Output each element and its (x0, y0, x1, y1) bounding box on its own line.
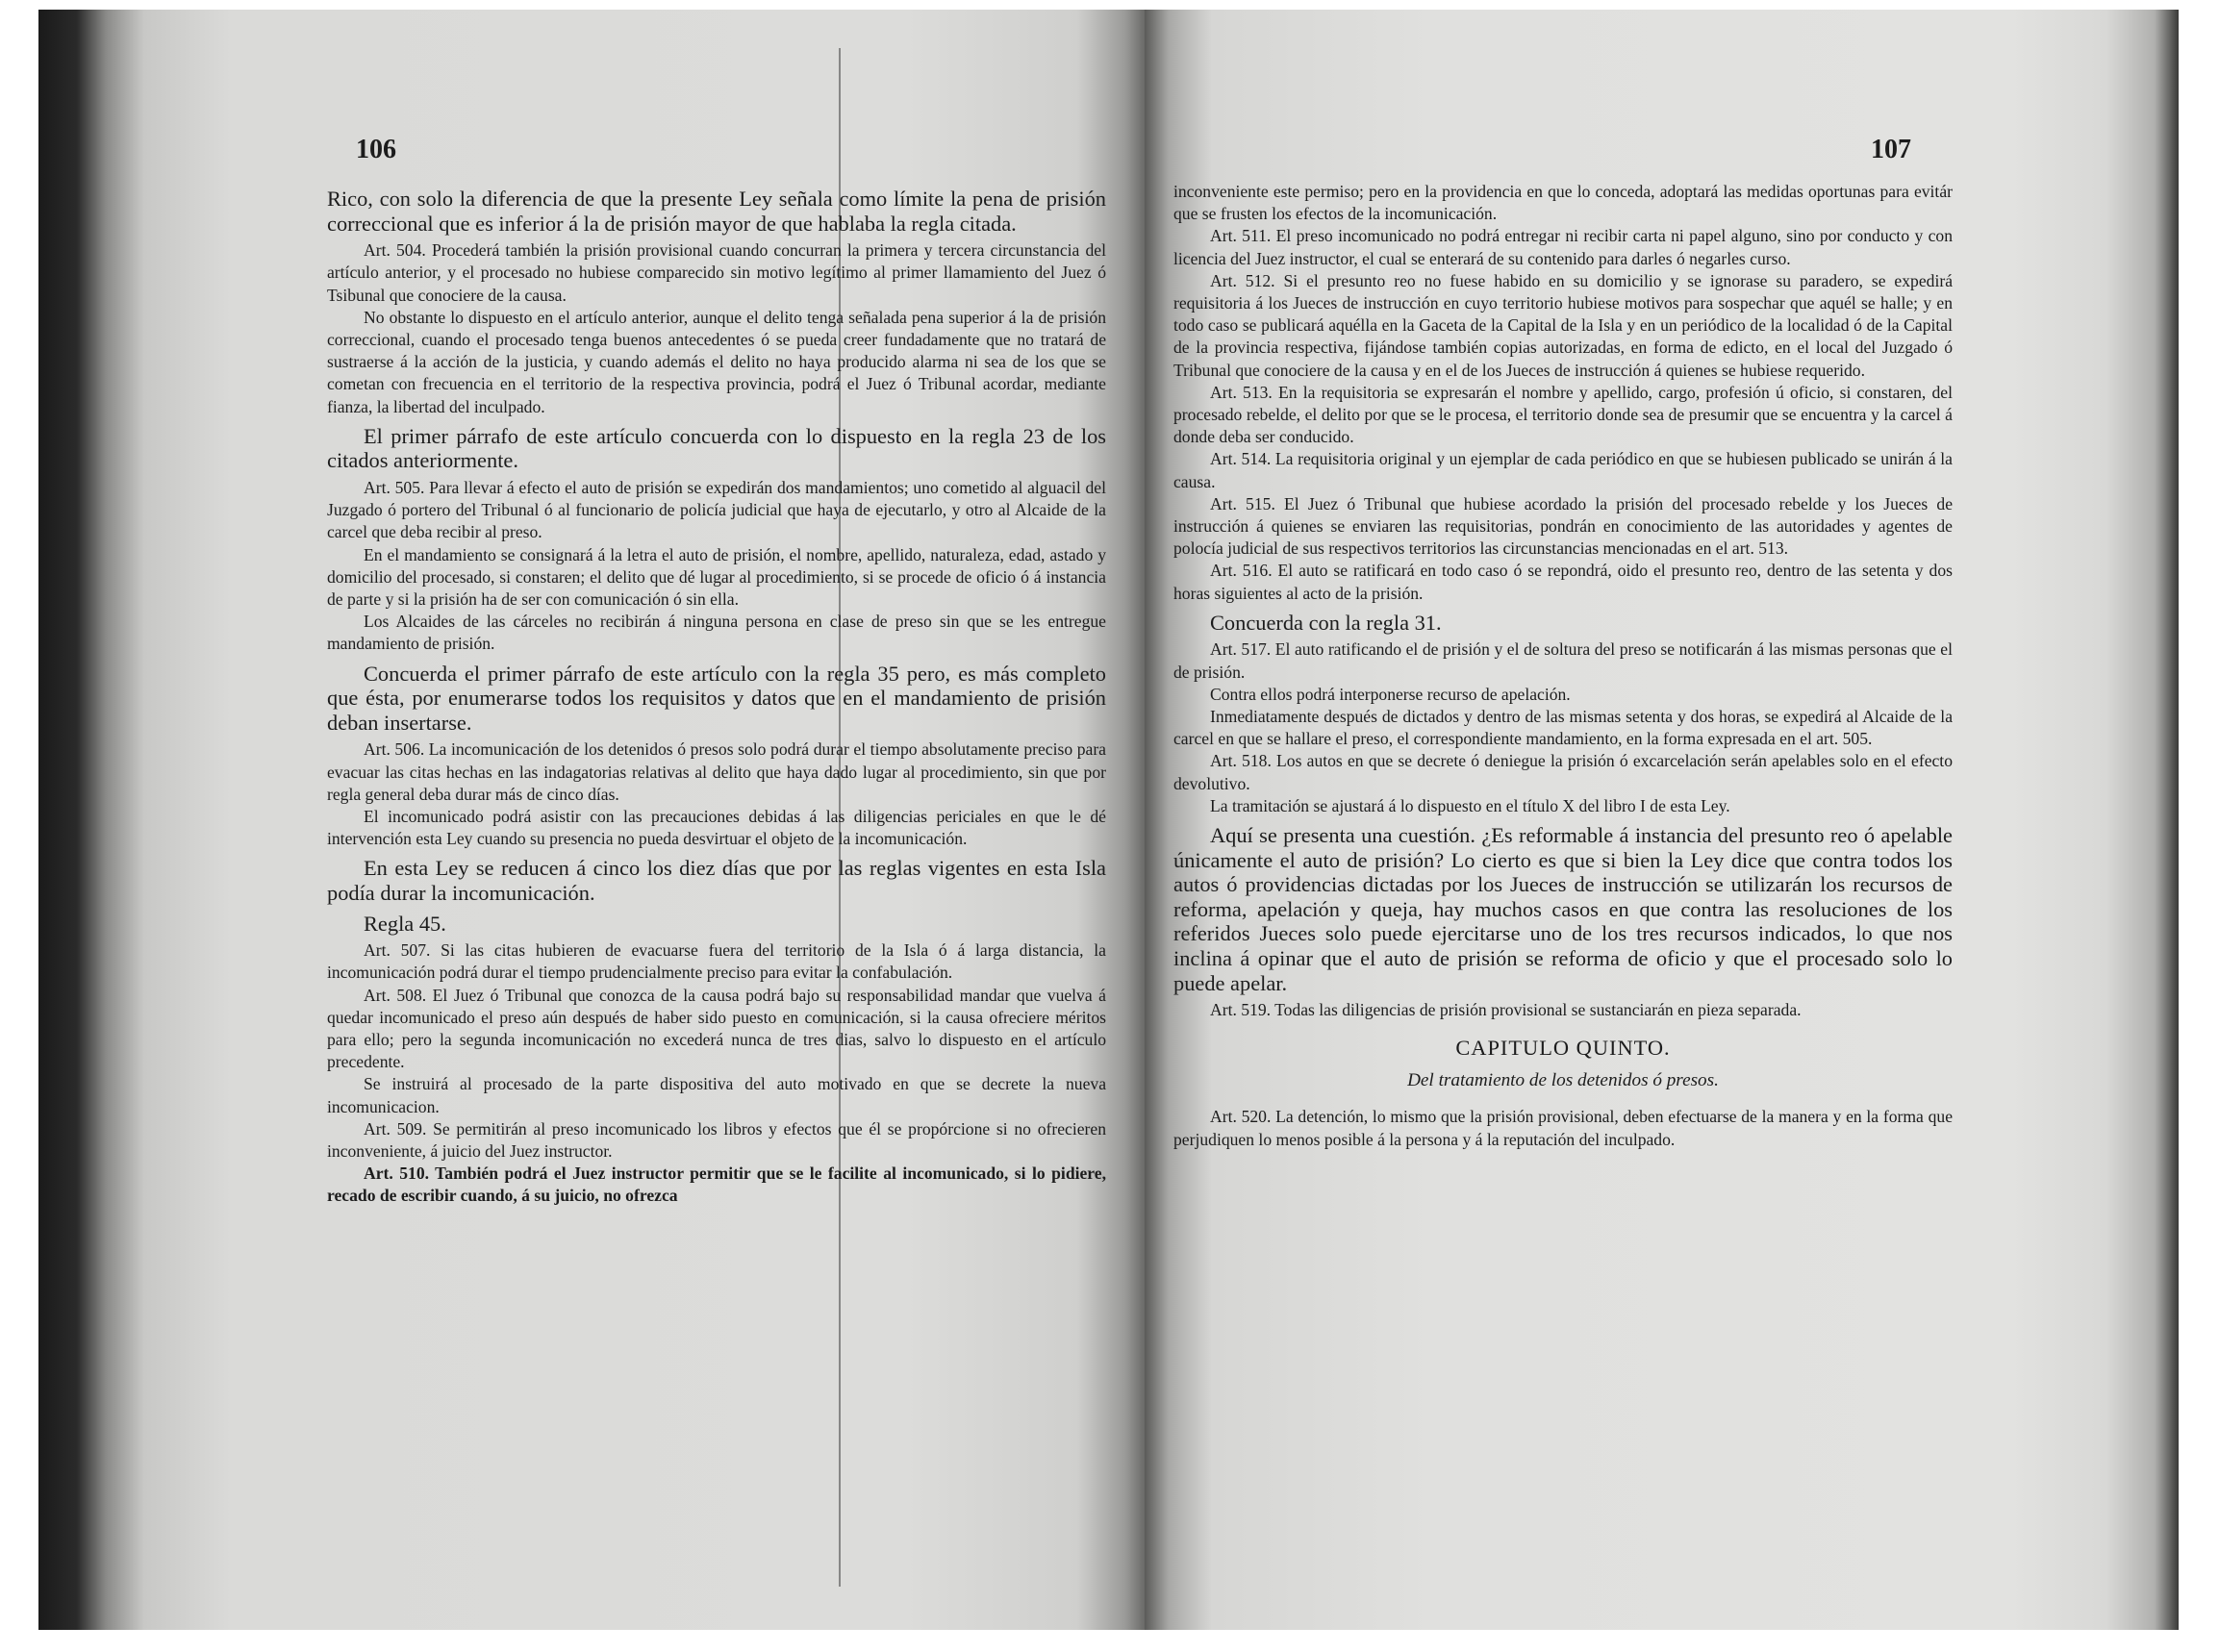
article-paragraph: Art. 513. En la requisitoria se expresarán el nombre y apellido, cargo, profesión ú oficio, si constaren, del procesado rebelde, el delito por que se le procesa, el territorio donde sea de presumir que se encuentra y la carcel á donde deba ser conducido. (1173, 382, 1953, 447)
article-paragraph: Inmediatamente después de dictados y dentro de las mismas setenta y dos horas, se expedirá al Alcaide de la carcel en que se hallare el preso, el correspondiente mandamiento, en la forma expresada en el art. 505. (1173, 707, 1953, 749)
chapter-heading: CAPITULO QUINTO. (1455, 1036, 1671, 1061)
article-paragraph: Art. 509. Se permitirán al preso incomunicado los libros y efectos que él se propórcione si no ofrecieren inconveniente, á juicio del Juez instructor. (327, 1118, 1106, 1162)
chapter-subtitle: Del tratamiento de los detenidos ó presos. (1407, 1070, 1719, 1091)
right-page-text (1173, 181, 1953, 1151)
article-paragraph: Art. 516. El auto se ratificará en todo caso ó se repondrá, oido el presunto reo, dentro de las setenta y dos horas siguientes al acto de la prisión. (1173, 561, 1953, 603)
article-paragraph: En el mandamiento se consignará á la letra el auto de prisión, el nombre, apellido, naturaleza, edad, astado y domicilio del procesado, si constaren; el delito que dé lugar al procedimiento, si se procede de oficio ó á instancia de parte y si la prisión ha de ser con comunicación ó sin ella. (327, 544, 1106, 610)
article-paragraph: Art. 508. El Juez ó Tribunal que conozca de la causa podrá bajo su responsabilidad mandar que vuelva á quedar incomunicado el preso aún después de haber sido puesto en comunicación, si la causa ofreciere méritos para ello; pero la segunda incomunicación no excederá nunca de tres dias, salvo lo dispuesto en el artículo precedente. (327, 985, 1106, 1072)
commentary-paragraph: Regla 45. (364, 911, 446, 936)
article-paragraph: La tramitación se ajustará á lo dispuesto en el título X del libro I de esta Ley. (1210, 795, 1730, 815)
article-paragraph: Art. 515. El Juez ó Tribunal que hubiese acordado la prisión del procesado rebelde y los Jueces de instrucción á quienes se enviaren las requisitorias, pondrán en conocimiento de las autoridades y agentes de polocía judicial de sus respectivos territorios las circunstancias mencionadas en el art. 513. (1173, 493, 1953, 559)
article-paragraph: Art. 507. Si las citas hubieren de evacuarse fuera del territorio de la Isla ó á larga distancia, la incomunicación podrá durar el tiempo prudencialmente preciso para evitar la confabulación. (327, 940, 1106, 983)
article-paragraph: Art. 517. El auto ratificando el de prisión y el de soltura del preso se notificarán á las mismas personas que el de prisión. (1173, 639, 1953, 682)
article-paragraph: Art. 504. Procederá también la prisión provisional cuando concurran la primera y tercera circunstancia del artículo anterior, y el procesado no hubiese comparecido sin motivo legítimo al primer llamamiento del Juez ó Tsibunal que conociere de la causa. (327, 240, 1106, 305)
commentary-paragraph: En esta Ley se reducen á cinco los diez días que por las reglas vigentes en esta Isla podía durar la incomunicación. (327, 856, 1106, 906)
article-paragraph: Art. 511. El preso incomunicado no podrá entregar ni recibir carta ni papel alguno, sino por conducto y con licencia del Juez instructor, el cual se enterará de su contenido para darles ó negarles curso. (1173, 226, 1953, 268)
commentary-paragraph: El primer párrafo de este artículo concuerda con lo dispuesto en la regla 23 de los citados anteriormente. (327, 423, 1106, 473)
article-paragraph: Art. 510. También podrá el Juez instructor permitir que se le facilite al incomunicado, si lo pidiere, recado de escribir cuando, á su juicio, no ofrezca (327, 1164, 1106, 1206)
article-paragraph: Se instruirá al procesado de la parte dispositiva del auto motivado en que se decrete la nueva incomunicacion. (327, 1074, 1106, 1116)
article-paragraph: Art. 519. Todas las diligencias de prisión provisional se sustanciarán en pieza separada. (1210, 1000, 1802, 1020)
article-paragraph: Art. 512. Si el presunto reo no fuese habido en su domicilio y se ignorase su paradero, se expedirá requisitoria á los Jueces de instrucción en cuyo territorio hubiese motivos para sospechar que aquél se halle; y en todo caso se publicará aquélla en la Gaceta de la Capital de la Isla y en un periódico de la localidad ó de la Capital de la provincia respectiva, fijándose también copias autorizadas, en forma de edicto, en el local del Juzgado ó Tribunal que conociere de la causa y en el de los Jueces de instrucción á quienes se hubiese requerido. (1173, 270, 1953, 380)
article-paragraph: No obstante lo dispuesto en el artículo anterior, aunque el delito tenga señalada pena superior á la de prisión correccional, cuando el procesado tenga buenos antecedentes ó se pueda creer fundadamente que no tratará de sustraerse á la acción de la justicia, y cuando además el delito no haya producido alarma ni sea de los que se cometan con frecuencia en el territorio de la respectiva provincia, podrá el Juez ó Tribunal acordar, mediante fianza, la libertad del inculpado. (327, 307, 1106, 416)
article-paragraph: El incomunicado podrá asistir con las precauciones debidas á las diligencias periciales en que le dé intervención esta Ley cuando su presencia no pueda desvirtuar el objeto de la incomunicación. (327, 807, 1106, 849)
article-paragraph: Art. 514. La requisitoria original y un ejemplar de cada periódico en que se hubiesen publicado se unirán á la causa. (1173, 449, 1953, 491)
article-paragraph: Art. 518. Los autos en que se decrete ó deniegue la prisión ó excarcelación serán apelables solo en el efecto devolutivo. (1173, 751, 1953, 793)
left-page-number: 106 (356, 135, 396, 164)
commentary-paragraph: Concuerda el primer párrafo de este artículo con la regla 35 pero, es más completo que ésta, por enumerarse todos los requisitos y datos que en el mandamiento de prisión deban insertarse. (327, 661, 1106, 735)
article-paragraph: Contra ellos podrá interponerse recurso de apelación. (1210, 684, 1571, 704)
article-paragraph: Los Alcaides de las cárceles no recibirán á ninguna persona en clase de preso sin que se les entregue mandamiento de prisión. (327, 612, 1106, 654)
commentary-paragraph: Concuerda con la regla 31. (1210, 610, 1442, 635)
article-paragraph: inconveniente este permiso; pero en la providencia en que lo conceda, adoptará las medidas oportunas para evitár que se frusten los efectos de la incomunicación. (1173, 182, 1953, 224)
right-page-number: 107 (1871, 135, 1911, 164)
article-paragraph: Art. 520. La detención, lo mismo que la prisión provisional, deben efectuarse de la manera y en la forma que perjudiquen lo menos posible á la persona y á la reputación del inculpado. (1173, 1107, 1953, 1149)
left-page-text (327, 181, 1106, 1208)
commentary-paragraph: Aquí se presenta una cuestión. ¿Es reformable á instancia del presunto reo ó apelable únicamente el auto de prisión? Lo cierto es que si bien la Ley dice que contra todos los autos ó providencias dictadas por los Jueces de instrucción se utilizarán los recursos de reforma, apelación y queja, hay muchos casos en que contra las resoluciones de los referidos Jueces solo puede ejercitarse uno de los tres recursos indicados, lo que nos inclina á opinar que el auto de prisión se reforma de oficio y que el procesado solo lo puede apelar. (1173, 823, 1953, 995)
article-paragraph: Art. 505. Para llevar á efecto el auto de prisión se expedirán dos mandamientos; uno cometido al alguacil del Juzgado ó portero del Tribunal ó al funcionario de policía judicial que haya de ejecutarlo, y otro al Alcaide de la carcel que deba recibir al preso. (327, 478, 1106, 542)
commentary-paragraph: Rico, con solo la diferencia de que la presente Ley señala como límite la pena de prisión correccional que es inferior á la de prisión mayor de que hablaba la regla citada. (327, 187, 1106, 236)
article-paragraph: Art. 506. La incomunicación de los detenidos ó presos solo podrá durar el tiempo absolutamente preciso para evacuar las citas hechas en las indagatorias relativas al delito que haya dado lugar al procedimiento, sin que por regla general deba durar más de cinco días. (327, 739, 1106, 804)
